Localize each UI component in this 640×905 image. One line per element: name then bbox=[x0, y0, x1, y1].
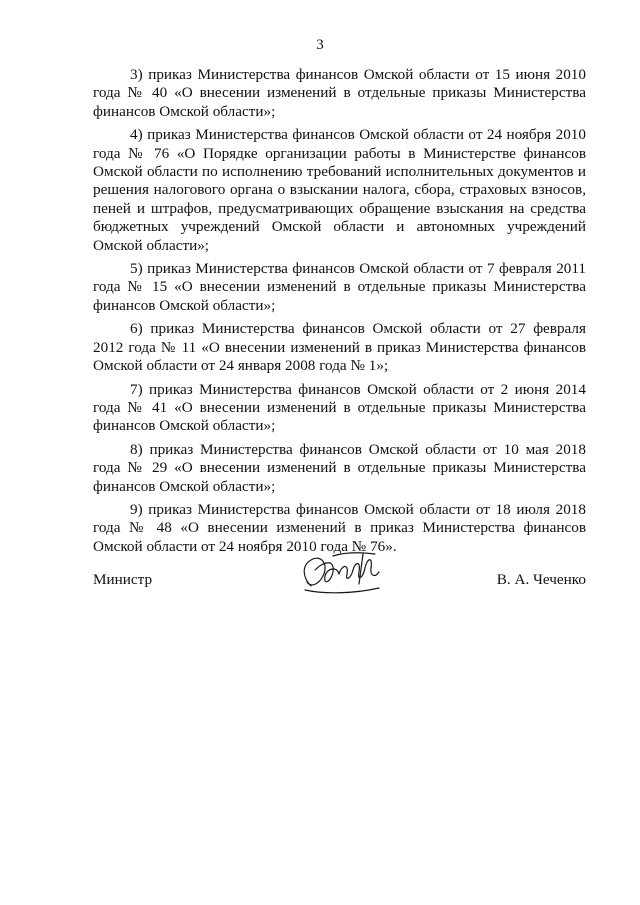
list-item: 9) приказ Министерства финансов Омской области от 18 июля 2018 года № 48 «О внесении изменений в приказ Министерства финансов Омской области от 24 ноября 2010 года № 76». bbox=[93, 500, 586, 555]
handwritten-signature bbox=[293, 548, 385, 600]
signer-position: Министр bbox=[93, 571, 153, 588]
list-item: 3) приказ Министерства финансов Омской области от 15 июня 2010 года № 40 «О внесении изменений в отдельные приказы Министерства финансов Омской области»; bbox=[93, 66, 586, 120]
document-body bbox=[93, 66, 586, 561]
list-item: 7) приказ Министерства финансов Омской области от 2 июня 2014 года № 41 «О внесении изменений в отдельные приказы Министерства финансов Омской области»; bbox=[93, 380, 586, 435]
page-number: 3 bbox=[316, 37, 324, 53]
list-item: 4) приказ Министерства финансов Омской области от 24 ноября 2010 года № 76 «О Порядке организации работы в Министерстве финансов Омской области по исполнению требований исполнительных документов и решения налогового органа о взыскании налога, сбора, страховых взносов, пеней и штрафов, предусматривающих обращение взыскания на средства бюджетных учреждений Омской области и автономных учреждений Омской области»; bbox=[93, 126, 586, 254]
list-item: 8) приказ Министерства финансов Омской области от 10 мая 2018 года № 29 «О внесении изменений в отдельные приказы Министерства финансов Омской области»; bbox=[93, 440, 586, 495]
list-item: 6) приказ Министерства финансов Омской области от 27 февраля 2012 года № 11 «О внесении изменений в приказ Министерства финансов Омской области от 24 января 2008 года № 1»; bbox=[93, 320, 586, 375]
list-item: 5) приказ Министерства финансов Омской области от 7 февраля 2011 года № 15 «О внесении изменений в отдельные приказы Министерства финансов Омской области»; bbox=[93, 260, 586, 314]
signer-name: В. А. Чеченко bbox=[496, 571, 586, 588]
signature-block bbox=[93, 548, 586, 608]
